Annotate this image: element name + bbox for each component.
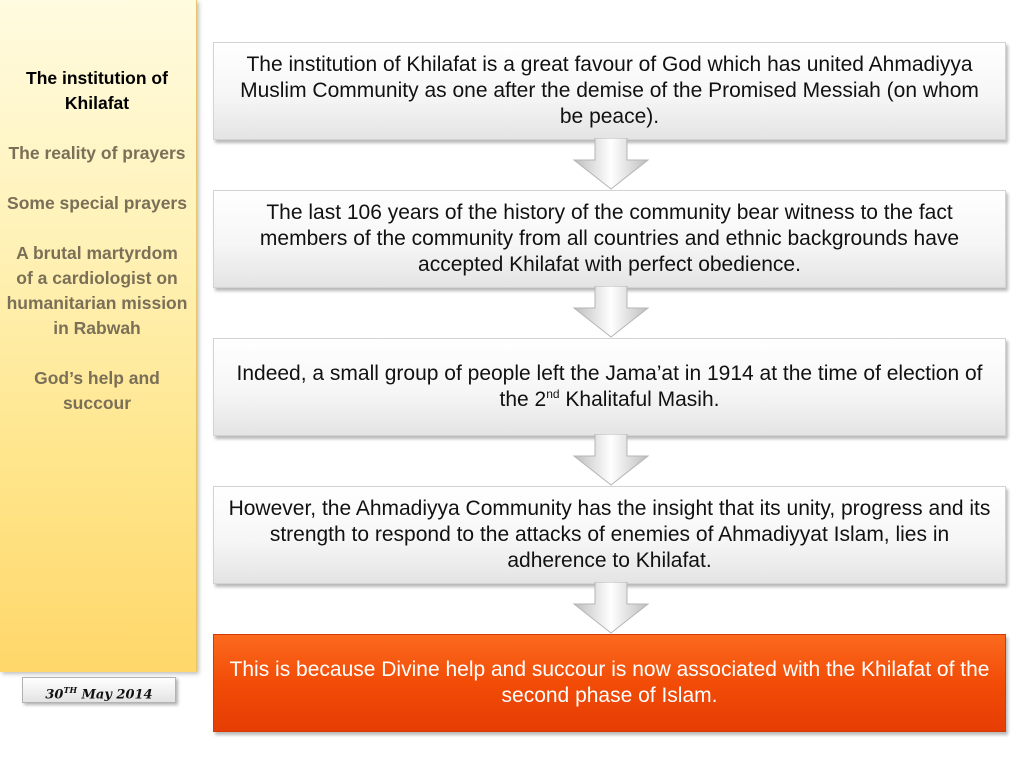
date-badge <box>22 677 176 703</box>
date-month-year: May 2014 <box>81 687 153 703</box>
sidebar-item-gods-help[interactable]: God’s help and succour <box>34 368 160 413</box>
flow-box-1-text: The institution of Khilafat is a great favour of God which has united Ahmadiyya Muslim Community as one after the demise of the Promised Messiah (on whom be peace). <box>240 53 979 128</box>
flow-box-3-text-end: Khalitaful Masih. <box>559 388 720 411</box>
date-day: 30 <box>45 687 64 703</box>
flow-box-conclusion-text: This is because Divine help and succour is now associated with the Khilafat of the second phase of Islam. <box>229 658 990 707</box>
flow-box-3-text <box>226 361 993 413</box>
flow-box-conclusion <box>213 634 1006 732</box>
down-arrow-icon <box>572 286 650 338</box>
sidebar-item-special-prayers[interactable]: Some special prayers <box>7 193 187 213</box>
flow-box-2-text: The last 106 years of the history of the community bear witness to the fact members of the community from all countries and ethnic backgrounds have accepted Khilafat with perfect obedience. <box>259 201 960 276</box>
sidebar-panel <box>0 0 197 672</box>
sidebar-item-brutal-martyrdom[interactable]: A brutal martyrdom of a cardiologist on humanitarian mission in Rabwah <box>6 243 188 338</box>
flow-box-2 <box>213 190 1006 288</box>
sidebar-topic-list <box>6 66 188 441</box>
flow-box-1 <box>213 42 1006 140</box>
flow-box-3-text-main: Indeed, a small group of people left the Jama’at in 1914 at the time of election of the 2 <box>236 362 983 411</box>
flow-box-4 <box>213 486 1006 584</box>
flow-box-3-ordinal-suffix: nd <box>546 387 560 401</box>
flow-box-3 <box>213 338 1006 436</box>
sidebar-item-reality-of-prayers[interactable]: The reality of prayers <box>8 143 186 163</box>
date-suffix: TH <box>63 685 77 695</box>
down-arrow-icon <box>572 434 650 486</box>
flow-box-4-text: However, the Ahmadiyya Community has the insight that its unity, progress and its strength to respond to the attacks of enemies of Ahmadiyyat Islam, lies in adherence to Khilafat. <box>228 497 991 572</box>
down-arrow-icon <box>572 138 650 190</box>
down-arrow-icon <box>572 582 650 634</box>
sidebar-item-institution-of-khilafat[interactable]: The institution of Khilafat <box>26 68 168 113</box>
